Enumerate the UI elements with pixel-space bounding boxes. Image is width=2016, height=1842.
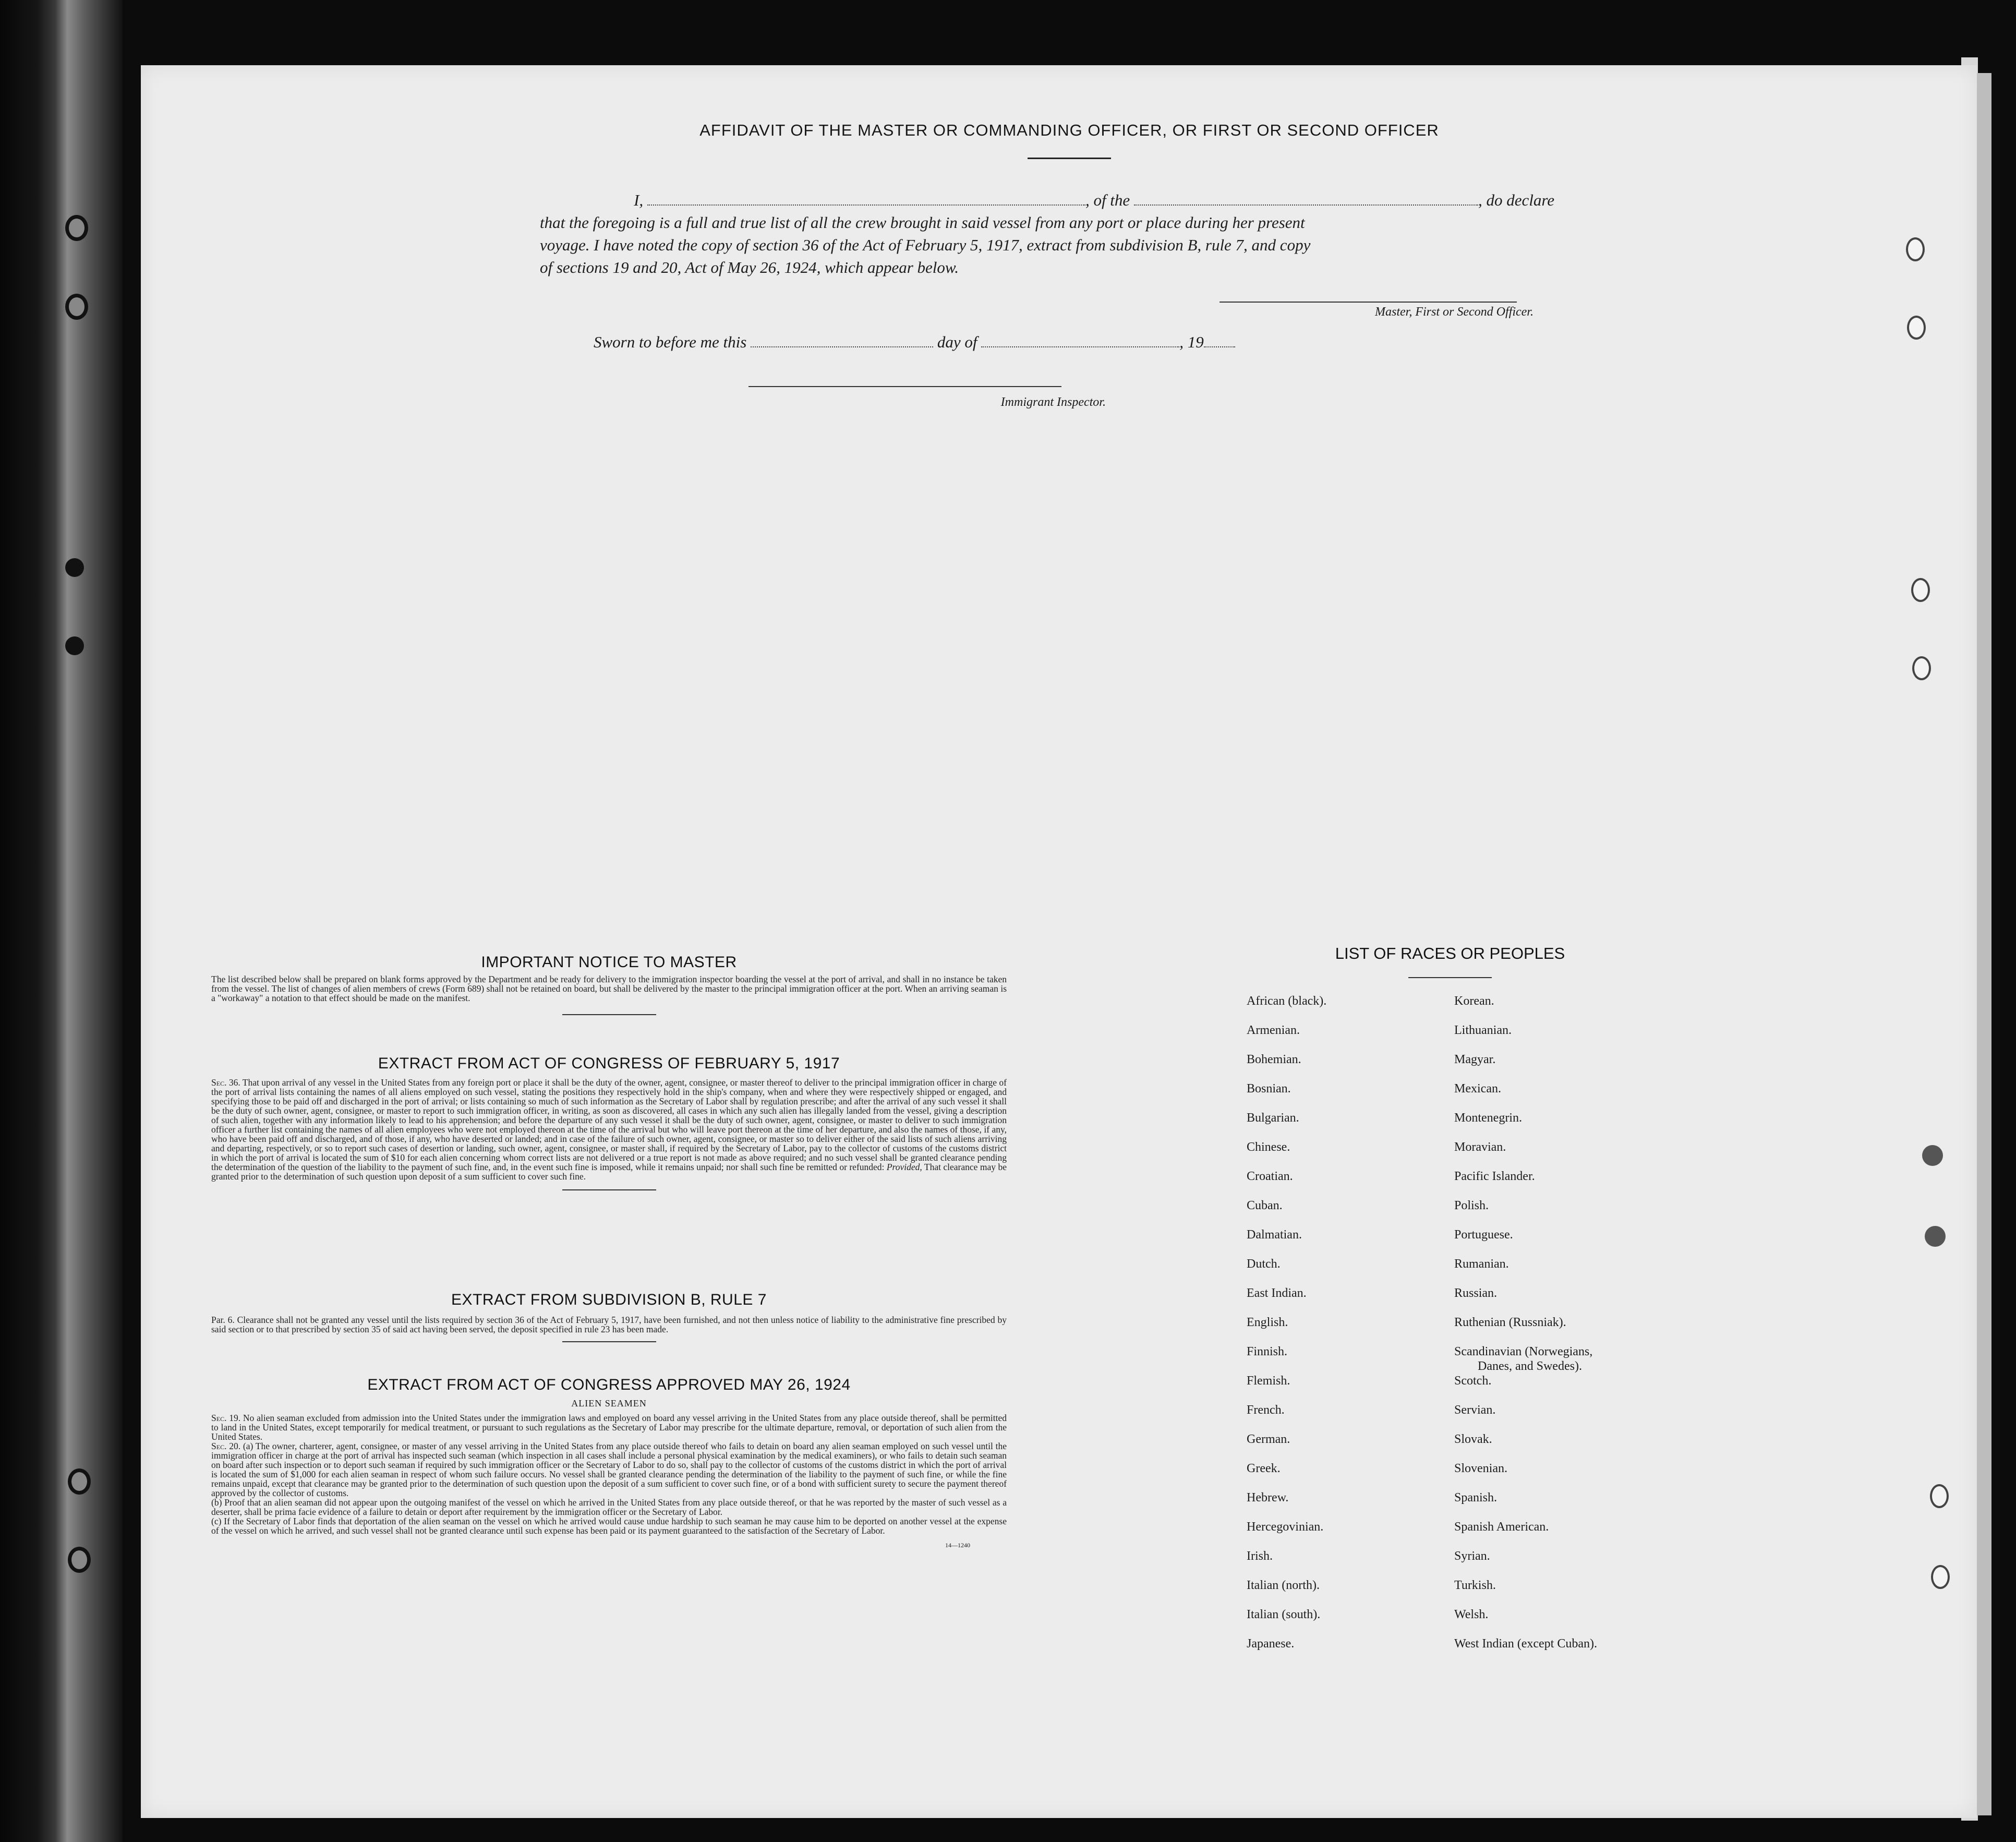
race-label: Welsh.	[1454, 1608, 1489, 1621]
race-item	[1454, 1257, 1673, 1286]
races-title: LIST OF RACES OR PEOPLES	[1335, 944, 1565, 962]
races-left-column	[1247, 994, 1466, 1666]
race-label: Montenegrin.	[1454, 1111, 1522, 1125]
punch-hole	[1925, 1226, 1946, 1247]
do-declare-label: , do declare	[1478, 191, 1554, 209]
officer-signature-label: Master, First or Second Officer.	[1375, 305, 1534, 319]
declaration-line: that the foregoing is a full and true list of all the crew brought in said vessel from any port or place during her present	[540, 213, 1305, 232]
race-label: Hebrew.	[1247, 1491, 1289, 1504]
race-label: French.	[1247, 1403, 1285, 1417]
notice-text: The list described below shall be prepared on blank forms approved by the Department and be ready for delivery to the immigration inspector boarding the vessel at the port of arrival, and shall in no instance be taken from the vessel. The list of changes of alien members of crews (Form 689) shall not be retained on board, but shall be delivered by the master to the principal immigration officer at the port. When an arriving seaman is a "workaway" a notation to that effect should be made on the manifest.	[211, 974, 1007, 1003]
extract-1924-section	[211, 1376, 1007, 1549]
extract-rule7-section	[211, 1291, 1007, 1342]
section-rule	[562, 1189, 656, 1190]
punch-hole	[1912, 656, 1931, 680]
race-label: African (black).	[1247, 994, 1327, 1008]
punch-hole	[68, 1468, 91, 1495]
race-item	[1247, 1286, 1466, 1315]
race-label: Syrian.	[1454, 1549, 1490, 1563]
races-right-column	[1454, 994, 1673, 1666]
race-label: East Indian.	[1247, 1286, 1307, 1300]
race-item	[1454, 1315, 1673, 1344]
notice-title: IMPORTANT NOTICE TO MASTER	[481, 954, 737, 971]
punch-hole	[65, 636, 84, 655]
section-19-body: No alien seaman excluded from admission into the United States under the immigration laws and employed on board any vessel arriving in the United States from any place outside thereof, shall be permitted to land in the United States, except temporarily for medical treatment, or pursuant to such regulations as the Secretary of Labor may prescribe for the ultimate departure, removal, or deportation of such alien from the United States.	[211, 1413, 1007, 1442]
race-label: Moravian.	[1454, 1140, 1506, 1154]
year-label: , 19	[1179, 333, 1204, 351]
race-label: Korean.	[1454, 994, 1494, 1008]
race-item	[1247, 1315, 1466, 1344]
section-label: Sec. 20.	[211, 1441, 241, 1451]
race-label: Lithuanian.	[1454, 1024, 1512, 1037]
extract-rule7-title: EXTRACT FROM SUBDIVISION B, RULE 7	[451, 1291, 767, 1308]
extract-1917-text	[211, 1078, 1007, 1181]
race-item	[1247, 1403, 1466, 1432]
title-rule	[1028, 158, 1111, 159]
race-item	[1247, 1198, 1466, 1227]
race-item	[1247, 1140, 1466, 1169]
section-20c-text: (c) If the Secretary of Labor finds that deportation of the alien seaman on the vessel on which he arrived would cause undue hardship to such seaman he may cause him to be deported on another vessel at the expense of the vessel on which he arrived, and such vessel shall not be granted clearance until such expense has been paid or its payment guaranteed to the satisfaction of the Secretary of Labor.	[211, 1516, 1007, 1536]
race-item	[1454, 1169, 1673, 1198]
race-item	[1454, 1636, 1673, 1666]
race-label: Scotch.	[1454, 1374, 1492, 1388]
race-label: Portuguese.	[1454, 1228, 1513, 1242]
race-item	[1454, 1403, 1673, 1432]
inspector-label: Immigrant Inspector.	[1000, 395, 1106, 409]
punch-hole	[68, 1547, 91, 1573]
race-label: Ruthenian (Russniak).	[1454, 1316, 1566, 1329]
race-label: Armenian.	[1247, 1024, 1300, 1037]
race-item	[1247, 1490, 1466, 1520]
race-item	[1247, 1344, 1466, 1374]
race-item	[1247, 1549, 1466, 1578]
section-20b-text: (b) Proof that an alien seaman did not appear upon the outgoing manifest of the vessel on which he arrived in the United States from any place outside thereof, or that he was reported by the master of such vessel as a deserter, shall be prima facie evidence of a failure to detain or deport after requirement by the immigration officer or the Secretary of Labor.	[211, 1497, 1007, 1517]
race-item	[1247, 1227, 1466, 1257]
race-label: Pacific Islander.	[1454, 1170, 1535, 1183]
race-item	[1454, 1432, 1673, 1461]
punch-hole	[1931, 1565, 1950, 1589]
race-label: Bulgarian.	[1247, 1111, 1299, 1125]
race-item	[1454, 1052, 1673, 1081]
race-item	[1247, 1461, 1466, 1490]
declarant-label: I,	[634, 191, 644, 209]
punch-hole	[65, 558, 84, 577]
extract-rule7-text: Par. 6. Clearance shall not be granted any vessel until the lists required by section 36 of the Act of February 5, 1917, have been furnished, and not then unless notice of liability to the administrative fine prescribed by said section or to that prescribed by section 35 of said act having been served, the deposit specified in rule 23 has been made.	[211, 1315, 1007, 1334]
race-item	[1247, 1578, 1466, 1607]
race-label: Servian.	[1454, 1403, 1496, 1417]
race-label: Mexican.	[1454, 1082, 1501, 1095]
sworn-day-field[interactable]	[751, 333, 933, 347]
race-label: Cuban.	[1247, 1199, 1283, 1212]
race-label: Finnish.	[1247, 1345, 1288, 1358]
race-item	[1454, 1520, 1673, 1549]
section-20a-text	[211, 1441, 1007, 1498]
section-label: Sec. 19.	[211, 1413, 241, 1423]
race-item	[1247, 1374, 1466, 1403]
race-item	[1247, 1432, 1466, 1461]
affidavit-title: AFFIDAVIT OF THE MASTER OR COMMANDING OFFICER, OR FIRST OR SECOND OFFICER	[699, 121, 1439, 139]
title-rule	[1408, 977, 1492, 978]
race-item	[1247, 1257, 1466, 1286]
extract-1924-title: EXTRACT FROM ACT OF CONGRESS APPROVED MAY 26, 1924	[367, 1376, 851, 1393]
extract-1917-section	[211, 1055, 1007, 1190]
race-item	[1454, 1286, 1673, 1315]
proviso-text: That clearance may be granted prior to the determination of such question upon deposit of a sum sufficient to cover such fine.	[211, 1162, 1007, 1182]
declaration-line: of sections 19 and 20, Act of May 26, 1924, which appear below.	[540, 258, 959, 276]
section-rule	[562, 1341, 656, 1342]
race-item	[1454, 1344, 1673, 1374]
race-label: Spanish.	[1454, 1491, 1498, 1504]
race-item	[1454, 1111, 1673, 1140]
race-label: German.	[1247, 1432, 1290, 1446]
race-item	[1247, 1111, 1466, 1140]
day-of-label: day of	[937, 333, 977, 351]
race-label: Japanese.	[1247, 1637, 1295, 1651]
race-item	[1454, 1140, 1673, 1169]
race-label: Russian.	[1454, 1286, 1498, 1300]
race-item	[1454, 1461, 1673, 1490]
race-label: Magyar.	[1454, 1053, 1496, 1066]
race-label: Greek.	[1247, 1462, 1281, 1475]
race-label: Spanish American.	[1454, 1520, 1549, 1534]
race-label: Croatian.	[1247, 1170, 1293, 1183]
race-label: Italian (south).	[1247, 1608, 1321, 1621]
affidavit-declaration	[540, 189, 1554, 279]
race-item	[1247, 1081, 1466, 1111]
race-item	[1454, 1549, 1673, 1578]
sworn-line	[594, 333, 1235, 352]
race-label: Slovenian.	[1454, 1462, 1507, 1475]
race-item	[1454, 1023, 1673, 1052]
sworn-year-field[interactable]	[1204, 333, 1235, 347]
race-item	[1247, 1023, 1466, 1052]
race-label: Turkish.	[1454, 1579, 1496, 1592]
race-label: Polish.	[1454, 1199, 1489, 1212]
race-item	[1454, 1374, 1673, 1403]
officer-signature-field[interactable]	[1220, 302, 1517, 303]
binding-strip	[0, 0, 123, 1842]
declarant-name-field[interactable]	[647, 191, 1085, 206]
race-label: Flemish.	[1247, 1374, 1290, 1388]
race-item	[1454, 1578, 1673, 1607]
race-item	[1454, 1607, 1673, 1636]
race-label: Dalmatian.	[1247, 1228, 1302, 1242]
section-36-body: That upon arrival of any vessel in the United States from any foreign port or place it shall be the duty of the owner, agent, consignee, or master thereof to deliver to the principal immigration officer in charge of the port of arrival lists containing the names of all aliens employed on such vessel, stating the positions they respectively hold in the ship's company, when and where they were respectively shipped or engaged, and specifying those to be paid off and discharged in the port of arrival; or lists containing so much of such information as the Secretary of Labor shall by regulation prescribe; and after the arrival of any such vessel it shall be the duty of such owner, agent, consignee, or master to report to such immigration officer, in writing, as soon as discovered, all cases in which any such alien has illegally landed from the vessel, giving a description of such alien, together with any information likely to lead to his apprehension; and before the departure of any such vessel it shall be the duty of such owner, agent, consignee, or master to deliver to such immigration officer a further list containing the names of all alien employees who were not employed thereon at the time of the arrival but who will leave port thereon at the time of her departure, and also the names of those, if any, who have been paid off and discharged, and of those, if any, who have deserted or landed; and in case of the failure of such owner, agent, consignee, or master so to deliver either of the said lists of such aliens arriving and departing, respectively, or so to report such cases of desertion or landing, such owner, agent, consignee, or master shall, if required by the Secretary of Labor, pay to the collector of customs of the customs district in which the port of arrival is located the sum of $10 for each alien concerning whom correct lists are not delivered or a true report is not made as above required; and no such vessel shall be granted clearance pending the determination of the question of the liability to the payment of such fine, and, in the event such fine is imposed, while it remains unpaid; nor shall such fine be remitted or refunded:	[211, 1077, 1007, 1172]
punch-hole	[1911, 578, 1930, 602]
race-item	[1247, 994, 1466, 1023]
notice-section	[211, 954, 1007, 1015]
race-item	[1454, 1227, 1673, 1257]
race-label: English.	[1247, 1316, 1288, 1329]
section-rule	[562, 1014, 656, 1015]
race-item	[1247, 1520, 1466, 1549]
race-item	[1247, 1636, 1466, 1666]
race-label: Bosnian.	[1247, 1082, 1291, 1095]
race-label: Slovak.	[1454, 1432, 1492, 1446]
race-item	[1247, 1607, 1466, 1636]
of-the-label: , of the	[1085, 191, 1130, 209]
race-item	[1454, 1198, 1673, 1227]
race-label: Hercegovinian.	[1247, 1520, 1324, 1534]
punch-hole	[1906, 237, 1925, 261]
race-item	[1454, 1490, 1673, 1520]
section-19-text	[211, 1413, 1007, 1441]
declaration-line: voyage. I have noted the copy of section 36 of the Act of February 5, 1917, extract from subdivision B, rule 7, and copy	[540, 236, 1311, 254]
punch-hole	[1930, 1484, 1949, 1508]
punch-hole	[1907, 316, 1926, 340]
race-label: Italian (north).	[1247, 1579, 1320, 1592]
race-item	[1454, 994, 1673, 1023]
race-label: Chinese.	[1247, 1140, 1290, 1154]
race-label: Dutch.	[1247, 1257, 1281, 1271]
sworn-label: Sworn to before me this	[594, 333, 747, 351]
page-edge-back	[1977, 73, 1991, 1815]
inspector-signature-field[interactable]	[749, 386, 1061, 387]
race-label: Bohemian.	[1247, 1053, 1301, 1066]
race-label: Rumanian.	[1454, 1257, 1509, 1271]
race-item	[1454, 1081, 1673, 1111]
race-label: Irish.	[1247, 1549, 1273, 1563]
race-item	[1247, 1169, 1466, 1198]
document-page	[141, 65, 1977, 1818]
vessel-name-field[interactable]	[1134, 191, 1478, 206]
section-20a-body: (a) The owner, charterer, agent, consignee, or master of any vessel arriving in the United States from any place outside thereof who fails to detain on board any alien seaman employed on such vessel until the immigration officer in charge at the port of arrival has inspected such seaman (which inspection in all cases shall include a personal physical examination by the medical examiners), or who fails to detain such seaman on board after such inspection or to deport such seaman if required by such immigration officer or the Secretary of Labor to do so, shall pay to the collector of customs of the customs district in which the port of arrival is located the sum of $1,000 for each alien seaman in respect of whom such failure occurs. No vessel shall be granted clearance pending the determination of the liability to the payment of such fine, or while the fine remains unpaid, except that clearance may be granted prior to the determination of such question upon the deposit of a sum sufficient to cover such fine, or of a bond with sufficient surety to secure the payment thereof approved by the collector of customs.	[211, 1441, 1007, 1498]
race-label: West Indian (except Cuban).	[1454, 1637, 1597, 1651]
race-label-continuation: Danes, and Swedes).	[1478, 1359, 1582, 1373]
alien-seamen-subtitle: ALIEN SEAMEN	[571, 1398, 647, 1408]
race-label: Scandinavian (Norwegians,	[1454, 1345, 1593, 1358]
extract-1917-title: EXTRACT FROM ACT OF CONGRESS OF FEBRUARY 5, 1917	[378, 1055, 840, 1072]
punch-hole	[65, 215, 88, 241]
punch-hole	[65, 294, 88, 320]
race-item	[1247, 1052, 1466, 1081]
proviso-label: Provided,	[886, 1162, 922, 1172]
punch-hole	[1922, 1145, 1943, 1166]
section-label: Sec. 36.	[211, 1077, 240, 1088]
sworn-month-field[interactable]	[981, 333, 1179, 347]
form-number: 14—1240	[945, 1542, 970, 1549]
